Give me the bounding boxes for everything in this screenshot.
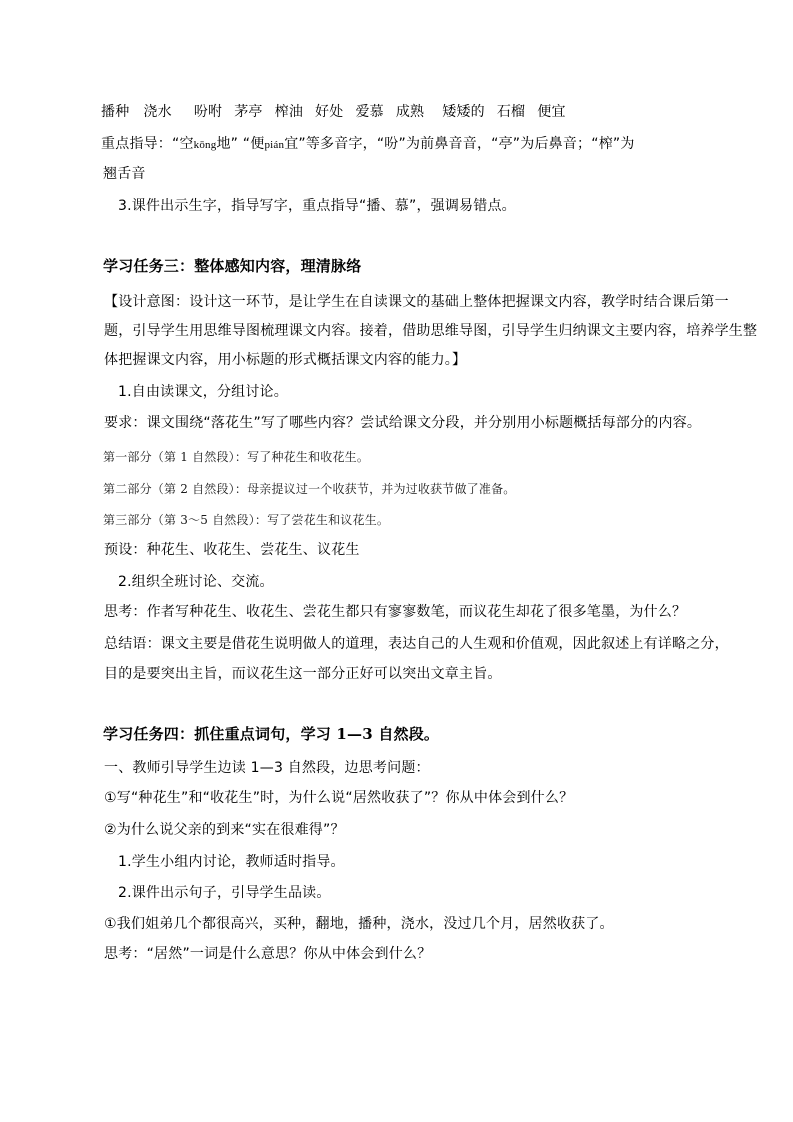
task3-part2: 第二部分（第 2 自然段）：母亲提议过一个收获节，并为过收获节做了准备。: [103, 482, 516, 496]
task3-step1: 1.自由读课文，分组讨论。: [118, 384, 288, 400]
guidance-text: 宜”等多音字，“吩”为前鼻音音，“亭”为后鼻音；“榨”为: [284, 136, 635, 152]
task3-think: 思考：作者写种花生、收花生、尝花生都只有寥寥数笔，而议花生却花了很多笔墨，为什么？: [104, 604, 687, 620]
guidance-text: 地” “便: [216, 136, 265, 152]
vocab-row: [101, 104, 723, 120]
task4-heading: 学习任务四：抓住重点词句，学习 1—3 自然段。: [103, 725, 440, 743]
vocab-word: 茅亭: [234, 104, 263, 120]
task4-intro: 一、教师引导学生边读 1—3 自然段，边思考问题：: [104, 760, 430, 776]
vocab-word: 好处: [315, 104, 344, 120]
task4-question2: ②为什么说父亲的到来“实在很难得”？: [104, 822, 345, 838]
vocab-word: 便宜: [537, 104, 566, 120]
task3-preset: 预设：种花生、收花生、尝花生、议花生: [104, 542, 360, 558]
vocab-word: 矮矮的: [442, 104, 485, 120]
vocab-word: 播种: [101, 104, 130, 120]
task3-part3: 第三部分（第 3～5 自然段）：写了尝花生和议花生。: [103, 513, 390, 527]
task4-question1: ①写“种花生”和“收花生”时，为什么说“居然收获了”？你从中体会到什么？: [104, 790, 574, 806]
task4-step1: 1.学生小组内讨论，教师适时指导。: [118, 854, 345, 870]
pinyin: pián: [264, 139, 285, 151]
task3-requirement: 要求：课文围绕“落花生”写了哪些内容？尝试给课文分段，并分别用小标题概括每部分的内容。: [104, 415, 702, 431]
vocab-word: 榨油: [274, 104, 304, 120]
task4-think: 思考：“居然”一词是什么意思？你从中体会到什么？: [104, 946, 432, 962]
design-intent-line1: 【设计意图：设计这一环节，是让学生在自读课文的基础上整体把握课文内容，教学时结合课后第一: [104, 294, 729, 310]
task3-heading: 学习任务三：整体感知内容，理清脉络: [103, 257, 362, 275]
design-intent-line2: 题，引导学生用思维导图梳理课文内容。接着，借助思维导图，引导学生归纳课文主要内容，培养学生整: [104, 323, 758, 339]
vocab-word: 爱慕: [355, 104, 384, 120]
vocab-word: 吩咐: [193, 104, 223, 120]
vocab-word: 石榴: [496, 104, 526, 120]
pinyin: kōng: [193, 139, 217, 151]
guidance-text: 重点指导：“空: [101, 136, 194, 152]
task3-part1: 第一部分（第 1 自然段）：写了种花生和收花生。: [103, 450, 370, 464]
vocab-word: 浇水: [143, 104, 172, 120]
step-3: 3.课件出示生字，指导写字，重点指导“播、慕”，强调易错点。: [118, 198, 516, 214]
focus-guidance: [101, 136, 723, 153]
task4-step2: 2.课件出示句子，引导学生品读。: [118, 885, 331, 901]
task3-summary-line1: 总结语：课文主要是借花生说明做人的道理，表达自己的人生观和价值观，因此叙述上有详略之分，: [104, 636, 729, 652]
design-intent-line3: 体把握课文内容，用小标题的形式概括课文内容的能力。】: [104, 352, 467, 368]
focus-guidance-cont: 翘舌音: [103, 166, 146, 182]
task4-sentence1: ①我们姐弟几个都很高兴，买种，翻地，播种，浇水，没过几个月，居然收获了。: [104, 916, 614, 932]
vocab-word: 成熟: [395, 104, 425, 120]
task3-summary-line2: 目的是要突出主旨，而议花生这一部分正好可以突出文章主旨。: [104, 666, 502, 682]
task3-step2: 2.组织全班讨论、交流。: [118, 574, 274, 590]
